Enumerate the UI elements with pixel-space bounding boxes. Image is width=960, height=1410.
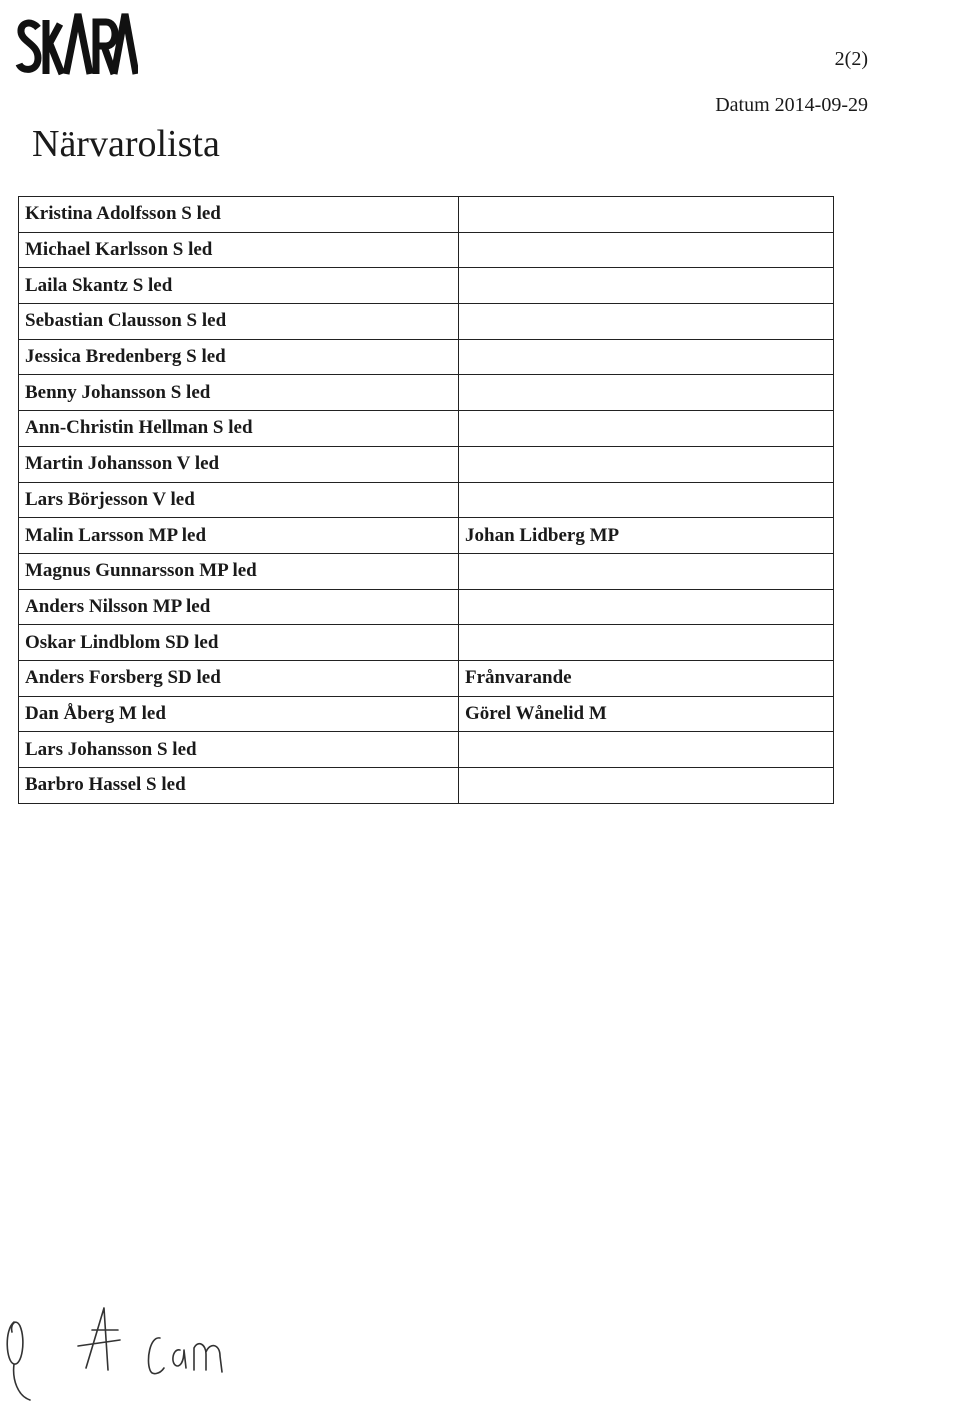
attendee-cell: Lars Johansson S led — [19, 732, 459, 768]
table-row — [19, 696, 834, 732]
attendee-cell: Oskar Lindblom SD led — [19, 625, 459, 661]
substitute-cell — [459, 625, 834, 661]
attendee-cell: Ann-Christin Hellman S led — [19, 411, 459, 447]
page-title: Närvarolista — [32, 123, 220, 165]
table-row — [19, 625, 834, 661]
table-row — [19, 732, 834, 768]
substitute-cell: Frånvarande — [459, 660, 834, 696]
table-row — [19, 375, 834, 411]
table-row — [19, 553, 834, 589]
page-number: 2(2) — [834, 48, 868, 70]
table-row — [19, 411, 834, 447]
attendee-cell: Malin Larsson MP led — [19, 518, 459, 554]
substitute-cell — [459, 268, 834, 304]
attendee-cell: Martin Johansson V led — [19, 446, 459, 482]
attendee-cell: Magnus Gunnarsson MP led — [19, 553, 459, 589]
table-row — [19, 197, 834, 233]
attendee-cell: Laila Skantz S led — [19, 268, 459, 304]
table-row — [19, 589, 834, 625]
table-row — [19, 446, 834, 482]
table-row — [19, 768, 834, 804]
attendee-cell: Anders Forsberg SD led — [19, 660, 459, 696]
signature-scribble — [0, 1300, 260, 1410]
substitute-cell — [459, 232, 834, 268]
attendee-cell: Michael Karlsson S led — [19, 232, 459, 268]
substitute-cell — [459, 339, 834, 375]
table-row — [19, 518, 834, 554]
skara-logo — [14, 10, 138, 80]
attendee-cell: Benny Johansson S led — [19, 375, 459, 411]
table-row — [19, 660, 834, 696]
attendee-cell: Sebastian Clausson S led — [19, 304, 459, 340]
attendee-cell: Dan Åberg M led — [19, 696, 459, 732]
table-row — [19, 268, 834, 304]
attendee-cell: Kristina Adolfsson S led — [19, 197, 459, 233]
handwritten-signature — [0, 1300, 260, 1410]
table-row — [19, 232, 834, 268]
table-row — [19, 339, 834, 375]
attendee-cell: Anders Nilsson MP led — [19, 589, 459, 625]
attendee-cell: Jessica Bredenberg S led — [19, 339, 459, 375]
substitute-cell — [459, 482, 834, 518]
substitute-cell — [459, 197, 834, 233]
substitute-cell — [459, 768, 834, 804]
substitute-cell — [459, 732, 834, 768]
skara-logo-mark — [14, 10, 138, 80]
document-date: Datum 2014-09-29 — [715, 94, 868, 116]
substitute-cell: Johan Lidberg MP — [459, 518, 834, 554]
table-row — [19, 304, 834, 340]
attendance-table — [18, 196, 834, 804]
substitute-cell — [459, 411, 834, 447]
substitute-cell: Görel Wånelid M — [459, 696, 834, 732]
substitute-cell — [459, 589, 834, 625]
substitute-cell — [459, 304, 834, 340]
table-row — [19, 482, 834, 518]
attendee-cell: Barbro Hassel S led — [19, 768, 459, 804]
substitute-cell — [459, 375, 834, 411]
substitute-cell — [459, 446, 834, 482]
attendee-cell: Lars Börjesson V led — [19, 482, 459, 518]
substitute-cell — [459, 553, 834, 589]
